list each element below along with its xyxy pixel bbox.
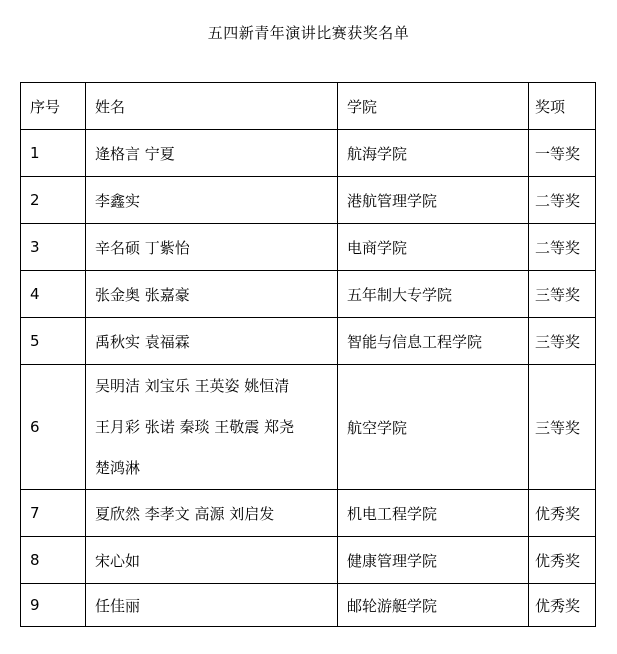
cell-award: 一等奖 [529, 130, 596, 177]
table-header-row [21, 83, 596, 130]
header-college: 学院 [338, 83, 529, 130]
cell-no: 5 [21, 318, 86, 365]
cell-no: 1 [21, 130, 86, 177]
cell-award: 二等奖 [529, 224, 596, 271]
cell-college: 健康管理学院 [338, 537, 529, 584]
cell-award: 优秀奖 [529, 584, 596, 627]
header-award: 奖项 [529, 83, 596, 130]
cell-award: 二等奖 [529, 177, 596, 224]
name-line: 楚鸿淋 [95, 458, 141, 477]
table-row [21, 584, 596, 627]
header-no: 序号 [21, 83, 86, 130]
table-row [21, 318, 596, 365]
cell-college: 邮轮游艇学院 [338, 584, 529, 627]
cell-names: 辛名硕 丁紫怡 [86, 224, 338, 271]
award-table [20, 82, 596, 627]
header-name: 姓名 [86, 83, 338, 130]
table-row [21, 537, 596, 584]
cell-college: 航空学院 [338, 365, 529, 490]
cell-college: 航海学院 [338, 130, 529, 177]
cell-award: 三等奖 [529, 365, 596, 490]
cell-no: 4 [21, 271, 86, 318]
cell-award: 三等奖 [529, 318, 596, 365]
name-line: 吴明洁 刘宝乐 王英姿 姚恒清 [95, 376, 290, 395]
table-row [21, 365, 596, 490]
cell-names: 宋心如 [86, 537, 338, 584]
table-row [21, 177, 596, 224]
table-row [21, 490, 596, 537]
cell-college: 五年制大专学院 [338, 271, 529, 318]
cell-names: 任佳丽 [86, 584, 338, 627]
cell-college: 智能与信息工程学院 [338, 318, 529, 365]
table-row [21, 224, 596, 271]
cell-no: 8 [21, 537, 86, 584]
cell-no: 7 [21, 490, 86, 537]
cell-no: 2 [21, 177, 86, 224]
cell-award: 优秀奖 [529, 537, 596, 584]
table-row [21, 271, 596, 318]
cell-award: 三等奖 [529, 271, 596, 318]
cell-no: 6 [21, 365, 86, 490]
cell-names: 逄格言 宁夏 [86, 130, 338, 177]
name-line: 王月彩 张诺 秦琰 王敬震 郑尧 [95, 417, 295, 436]
cell-names [86, 365, 338, 490]
cell-names: 李鑫实 [86, 177, 338, 224]
table-row [21, 130, 596, 177]
cell-college: 港航管理学院 [338, 177, 529, 224]
cell-no: 9 [21, 584, 86, 627]
cell-names: 张金奥 张嘉豪 [86, 271, 338, 318]
cell-college: 机电工程学院 [338, 490, 529, 537]
cell-no: 3 [21, 224, 86, 271]
cell-award: 优秀奖 [529, 490, 596, 537]
cell-names: 禹秋实 袁福霖 [86, 318, 338, 365]
cell-college: 电商学院 [338, 224, 529, 271]
page-title: 五四新青年演讲比赛获奖名单 [207, 24, 410, 42]
cell-names: 夏欣然 李孝文 高源 刘启发 [86, 490, 338, 537]
